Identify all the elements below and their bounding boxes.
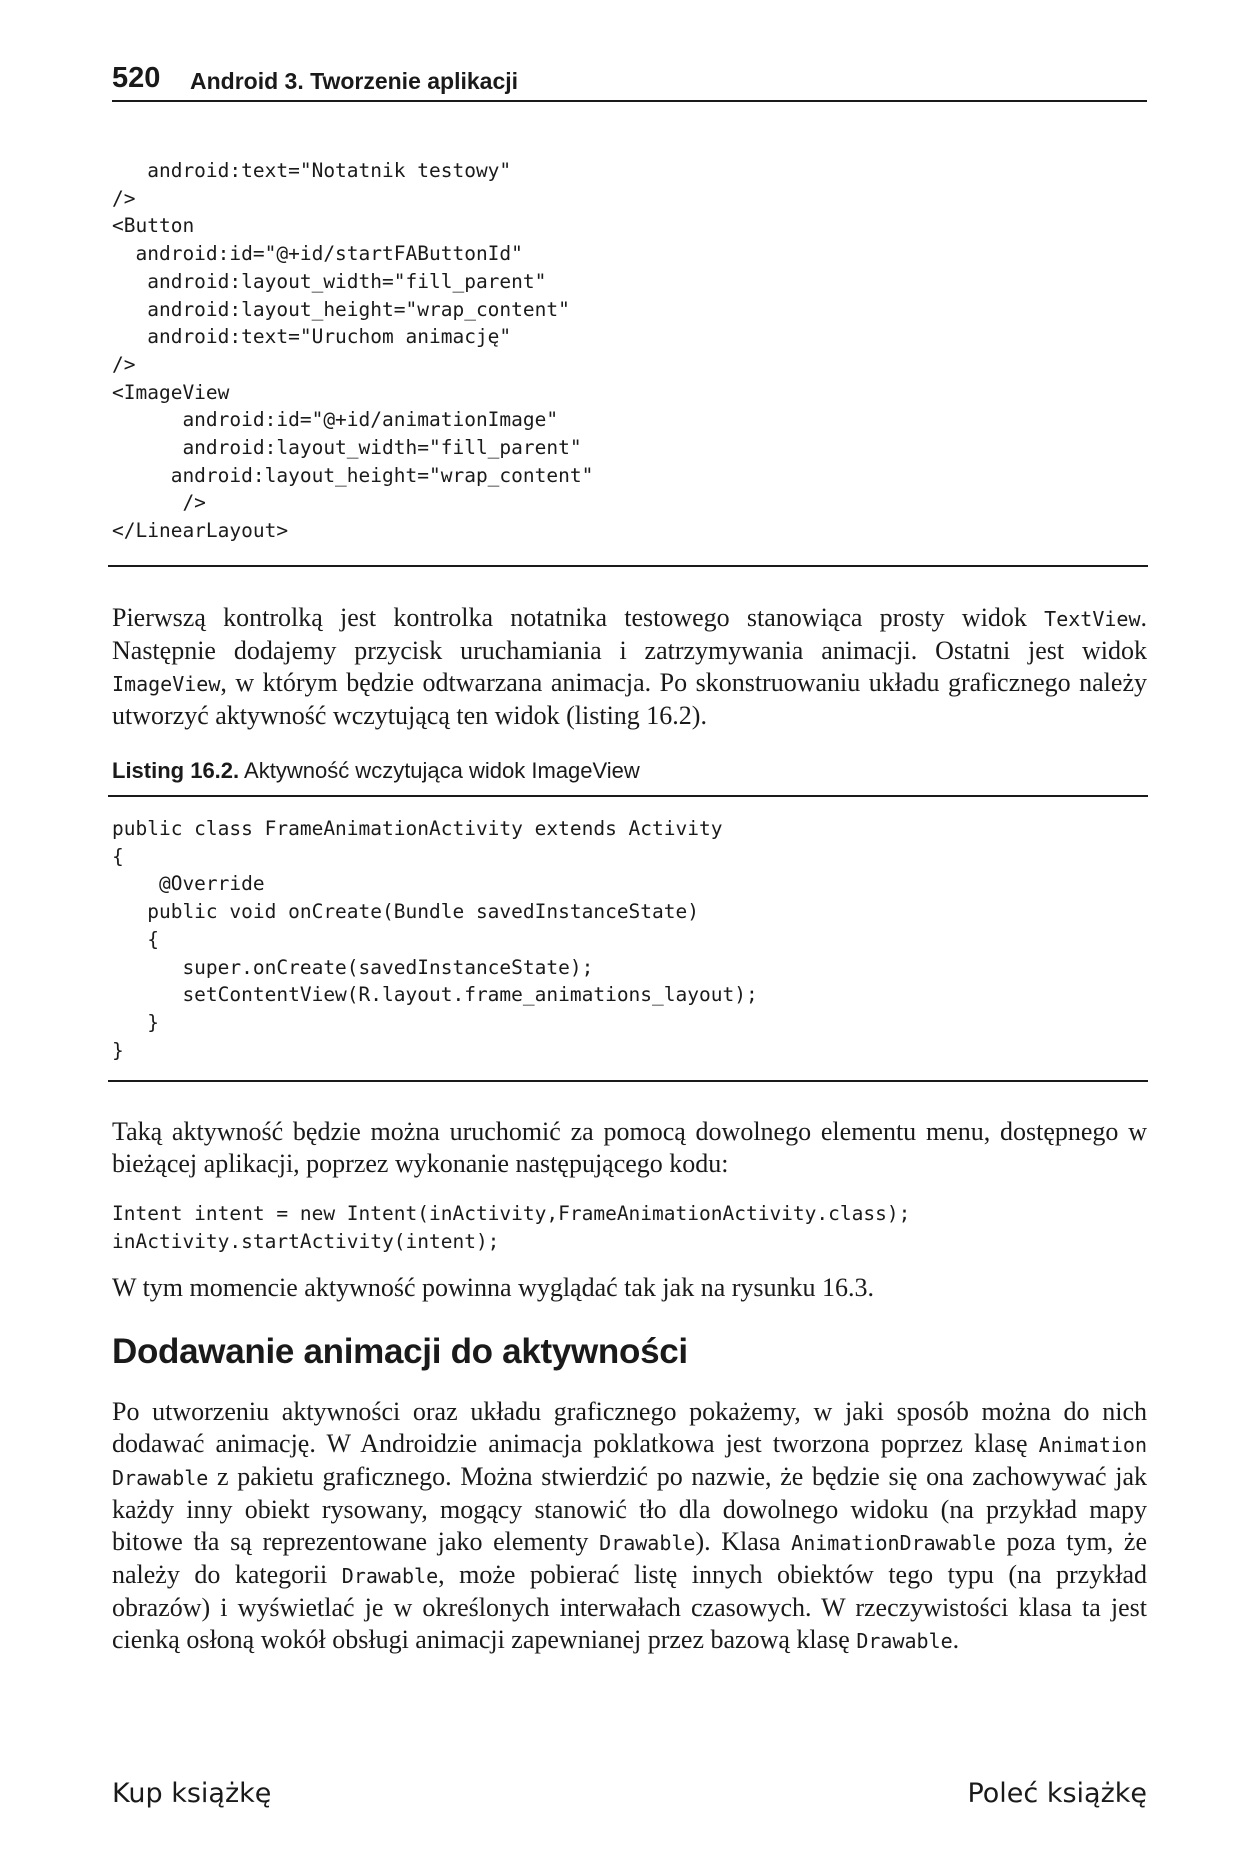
paragraph-start-activity: Taką aktywność będzie można uruchomić za pomocą dowolnego elementu menu, dostępnego w bieżącej aplikacji, poprzez wykonanie następującego kodu: bbox=[112, 1117, 1147, 1178]
listing-bottom-rule bbox=[108, 1080, 1148, 1082]
code-block-layout-xml: android:text="Notatnik testowy" /> <Button android:id="@+id/startFAButtonId" android:layout_width="fill_parent" android:layout_height="wrap_content" android:text="Uruchom animację" /> <ImageView android:id="@+id/animationImage" android:layout_width="fill_parent" android:layout_height="wrap_content" /> </LinearLayout> bbox=[112, 159, 594, 543]
inline-code-drawable: Drawable bbox=[856, 1629, 953, 1653]
inline-code-animationdrawable: AnimationDrawable bbox=[791, 1531, 996, 1555]
code-block-activity-class: public class FrameAnimationActivity extends Activity { @Override public void onCreate(Bundle savedInstanceState) { super.onCreate(savedInstanceState); setContentView(R.layout.frame_animations_layout); } } bbox=[112, 817, 758, 1062]
listing-title: Aktywność wczytująca widok ImageView bbox=[239, 758, 640, 783]
inline-code-drawable: Drawable bbox=[599, 1531, 696, 1555]
listing-caption bbox=[112, 758, 640, 784]
recommend-book-link[interactable]: Poleć książkę bbox=[967, 1778, 1147, 1809]
paragraph-layout-explanation: Pierwszą kontrolką jest kontrolka notatnika testowego stanowiąca prosty widok TextView. Następnie dodajemy przycisk uruchamiania i zatrzymywania animacji. Ostatni jest widok ImageView, w którym będzie odtwarzana animacja. Po skonstruowaniu układu graficznego należy utworzyć aktywność wczytującą ten widok (listing 16.2). bbox=[112, 603, 1147, 730]
code-block-intent: Intent intent = new Intent(inActivity,FrameAnimationActivity.class); inActivity.startActivity(intent); bbox=[112, 1202, 911, 1253]
listing-top-rule bbox=[108, 795, 1148, 797]
code-block-end-rule bbox=[108, 565, 1148, 567]
paragraph-animation-drawable: Po utworzeniu aktywności oraz układu graficznego pokażemy, w jaki sposób można do nich dodawać animację. W Androidzie animacja poklatkowa jest tworzona poprzez klasę Animation Drawable z pakietu graficznego. Można stwierdzić po nazwie, że będzie się ona zachowywać jak każdy inny obiekt rysowany, mogący stanowić tło dla dowolnego widoku (na przykład mapy bitowe tła są reprezentowane jako elementy Drawable). Klasa AnimationDrawable poza tym, że należy do kategorii Drawable, może pobierać listę innych obiektów tego typu (na przykład obrazów) i wyświetlać je w określonych interwałach czasowych. W rzeczywistości klasa ta jest cienką osłoną wokół obsługi animacji zapewnianej przez bazową klasę Drawable. bbox=[112, 1397, 1148, 1654]
inline-code-animation-drawable: Animation Drawable bbox=[112, 1433, 1147, 1490]
running-header bbox=[112, 60, 1147, 102]
inline-code-textview: TextView bbox=[1044, 607, 1141, 631]
inline-code-imageview: ImageView bbox=[112, 672, 221, 696]
paragraph-figure-reference: W tym momencie aktywność powinna wyglądać tak jak na rysunku 16.3. bbox=[112, 1273, 875, 1302]
section-heading: Dodawanie animacji do aktywności bbox=[112, 1332, 688, 1371]
listing-label: Listing 16.2. bbox=[112, 758, 240, 783]
buy-book-link[interactable]: Kup książkę bbox=[112, 1778, 272, 1809]
page-number: 520 bbox=[112, 62, 161, 94]
inline-code-drawable: Drawable bbox=[341, 1564, 439, 1588]
book-title: Android 3. Tworzenie aplikacji bbox=[190, 68, 519, 94]
